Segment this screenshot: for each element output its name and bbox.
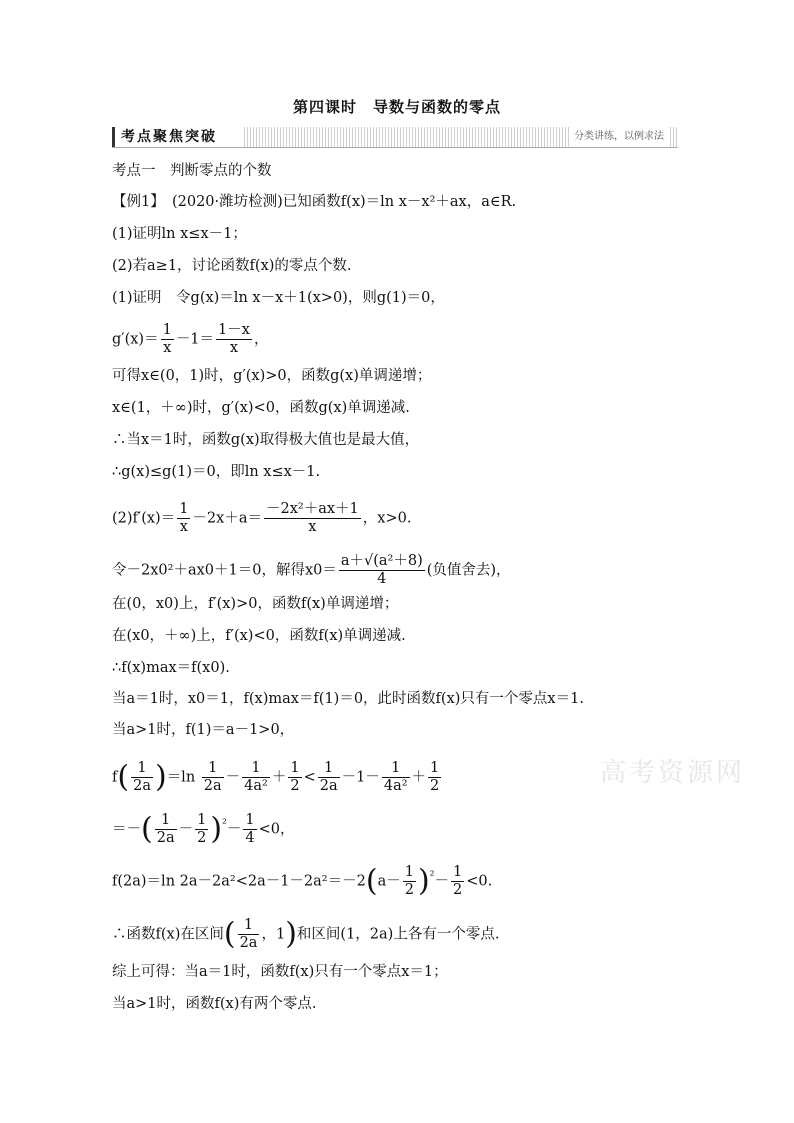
watermark: 高考资源网	[600, 758, 746, 788]
gprime-lhs: g′(x)＝	[112, 331, 159, 348]
f-decreasing: 在(x0，＋∞)上，f′(x)<0，函数f(x)单调递减.	[112, 628, 406, 644]
lesson-title: 第四课时 导数与函数的零点	[292, 98, 501, 116]
x0-solution: 令－2x0²＋ax0＋1＝0，解得x0＝ $\frac{\text{a＋√(a²＋8)}}{4}$ (负值舍去)，	[112, 553, 511, 587]
inequality-1: f( $\frac{1}{2a}$ )＝ln $\frac{1}{2a}$ － $\frac{1}{\text{4a²}}$ ＋ $\frac{1}{2}$ < $\frac{1}{2a}$ －1－ $\frac{1}{\text{4a²}}$ ＋ $\frac{1}{2}$	[112, 759, 440, 795]
inequality-3: f(2a)＝ln 2a－2a²<2a－1－2a²＝－2(a－ $\frac{1}{2}$ )$^{^2}$－ $\frac{1}{2}$ <0.	[112, 863, 493, 899]
proof-intro: (1)证明 令g(x)＝ln x－x＋1(x>0)，则g(1)＝0，	[112, 290, 445, 306]
f-max: ∴f(x)max＝f(x0).	[112, 660, 230, 676]
section-banner	[112, 127, 678, 148]
g-decreasing: x∈(1，＋∞)时，g′(x)<0，函数g(x)单调递减.	[112, 400, 410, 416]
gprime-formula: g′(x)＝ $\frac{1}{x}$ －1＝ $\frac{1-x}{x}$ ，	[112, 322, 269, 356]
banner-title: 考点聚焦突破	[112, 127, 243, 147]
summary-1: 综上可得：当a＝1时，函数f(x)只有一个零点x＝1；	[112, 964, 448, 980]
question-1: (1)证明ln x≤x－1；	[112, 226, 247, 242]
g-conclusion: ∴g(x)≤g(1)＝0，即ln x≤x－1.	[112, 464, 321, 480]
g-increasing: 可得x∈(0，1)时，g′(x)>0，函数g(x)单调递增；	[112, 368, 432, 384]
example-statement: 【例1】 (2020·潍坊检测)已知函数f(x)＝ln x－x²＋ax，a∈R.	[112, 194, 517, 210]
summary-2: 当a>1时，函数f(x)有两个零点.	[112, 996, 317, 1012]
fraction-1-over-x: $\frac{1}{x}$	[162, 322, 172, 356]
g-maximum: ∴当x＝1时，函数g(x)取得极大值也是最大值，	[112, 432, 420, 448]
f-increasing: 在(0，x0)上，f′(x)>0，函数f(x)单调递增；	[112, 596, 399, 612]
banner-subtitle: 分类讲练，以例求法	[570, 127, 668, 147]
fraction-1mx-over-x: $\frac{1-x}{x}$	[218, 322, 250, 356]
question-2: (2)若a≥1，讨论函数f(x)的零点个数.	[112, 258, 352, 274]
case-a-greater-1: 当a>1时，f(1)＝a－1>0，	[112, 722, 295, 738]
fraction-fprime: $\frac{\text{－2x²＋ax＋1}}{x}$	[266, 501, 359, 535]
interval-zeros: ∴函数f(x)在区间( $\frac{1}{2a}$ ，1)和区间(1，2a)上各有一个零点.	[112, 916, 500, 952]
inequality-2: ＝－( $\frac{1}{2a}$ － $\frac{1}{2}$ )$^{^2}$－ $\frac{1}{4}$ <0，	[112, 811, 295, 847]
fraction-x0: $\frac{\text{a＋√(a²＋8)}}{4}$	[340, 553, 423, 587]
case-a-equals-1: 当a＝1时，x0＝1，f(x)max＝f(1)＝0，此时函数f(x)只有一个零点x＝1.	[112, 691, 584, 707]
fprime-formula: (2)f′(x)＝ $\frac{1}{x}$ －2x＋a＝ $\frac{\text{－2x²＋ax＋1}}{x}$ ，x>0.	[112, 501, 412, 535]
fraction-1-over-x: $\frac{1}{x}$	[179, 501, 189, 535]
point-heading: 考点一 判断零点的个数	[112, 163, 272, 179]
